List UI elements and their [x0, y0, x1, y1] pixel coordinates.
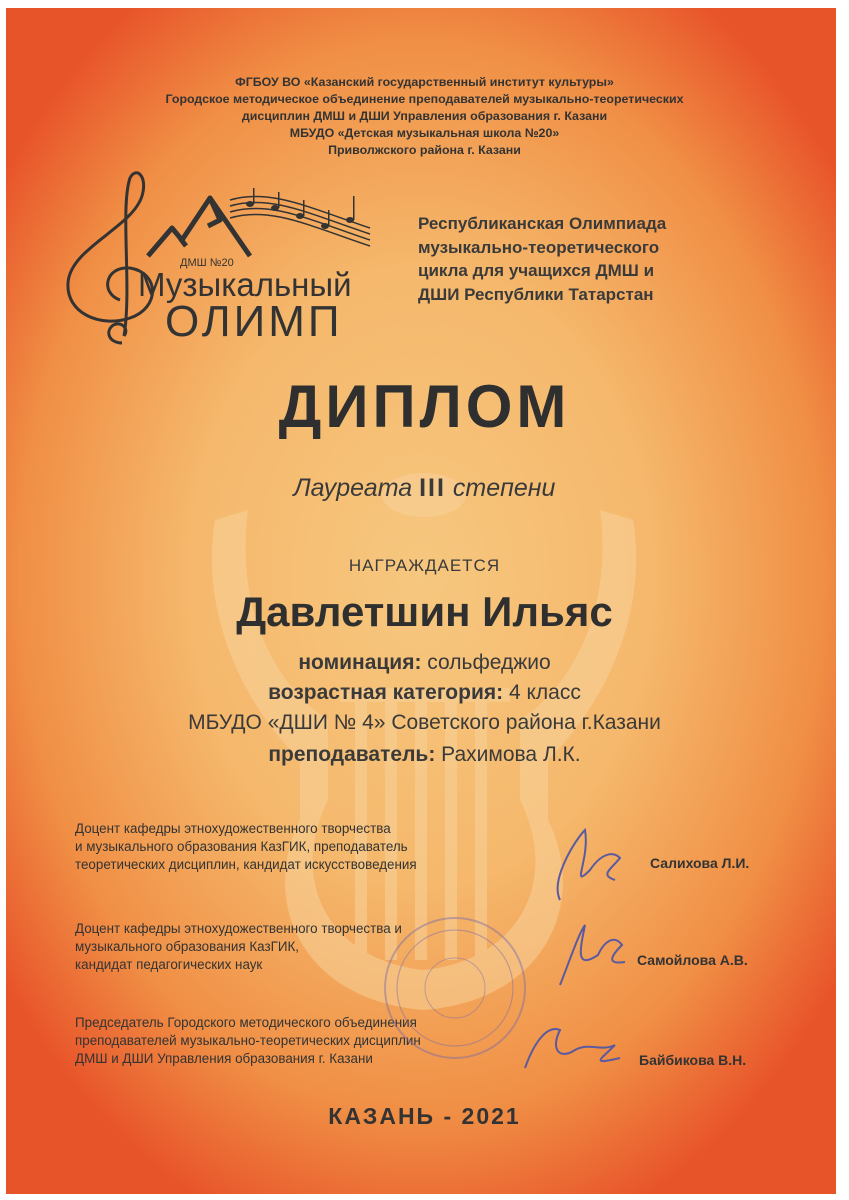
degree-roman: III: [419, 474, 446, 502]
nomination-label: номинация:: [298, 651, 422, 674]
signer-title-line: Доцент кафедры этнохудожественного творчества: [75, 821, 391, 836]
school-line: МБУДО «ДШИ № 4» Советского района г.Казани: [188, 711, 661, 734]
nomination-value: сольфеджио: [427, 651, 551, 674]
organizer-line: дисциплин ДМШ и ДШИ Управления образования г. Казани: [241, 109, 608, 123]
logo-line1: Музыкальный: [138, 266, 352, 303]
age-label: возрастная категория:: [268, 681, 504, 704]
signer-name: Самойлова А.В.: [637, 952, 748, 968]
signature-icon: [560, 925, 625, 985]
olympiad-line: музыкально-теоретического: [418, 237, 660, 257]
stamp-icon: [385, 918, 525, 1058]
teacher-value: Рахимова Л.К.: [441, 743, 581, 766]
signature-icon: [558, 830, 620, 900]
signer-name: Салихова Л.И.: [650, 855, 750, 871]
age-value: 4 класс: [508, 681, 581, 704]
teacher-label: преподаватель:: [268, 743, 436, 766]
olympiad-line: Республиканская Олимпиада: [418, 214, 667, 233]
organizer-line: МБУДО «Детская музыкальная школа №20»: [289, 126, 560, 140]
signer-title-line: ДМШ и ДШИ Управления образования г. Казани: [75, 1051, 373, 1066]
logo-school: ДМШ №20: [180, 257, 234, 269]
signature-icon: [525, 1029, 620, 1068]
awarded-label: НАГРАЖДАЕТСЯ: [348, 556, 501, 575]
degree-prefix: Лауреата: [293, 474, 413, 502]
diploma-title: ДИПЛОМ: [278, 373, 571, 440]
logo-line2: ОЛИМП: [165, 297, 343, 346]
signer-title-line: теоретических дисциплин, кандидат искусствоведения: [75, 857, 417, 872]
organizer-line: ФГБОУ ВО «Казанский государственный институт культуры»: [235, 75, 614, 89]
olympiad-line: ДШИ Республики Татарстан: [418, 284, 654, 304]
olympiad-line: цикла для учащихся ДМШ и: [418, 261, 655, 280]
organizer-line: Приволжского района г. Казани: [328, 143, 521, 157]
signer-title-line: музыкального образования КазГИК,: [75, 939, 299, 954]
signer-title-line: и музыкального образования КазГИК, преподаватель: [75, 839, 408, 854]
signer-name: Байбикова В.Н.: [639, 1052, 747, 1068]
recipient-name: Давлетшин Ильяс: [236, 588, 613, 635]
signer-title-line: преподавателей музыкально-теоретических дисциплин: [75, 1033, 421, 1048]
footer-city-year: КАЗАНЬ - 2021: [328, 1103, 521, 1129]
signer-title-line: Председатель Городского методического объединения: [75, 1015, 417, 1030]
organizer-line: Городское методическое объединение преподавателей музыкально-теоретических: [165, 92, 684, 106]
signer-title-line: Доцент кафедры этнохудожественного творчества и: [75, 921, 402, 936]
degree-suffix: степени: [452, 474, 556, 502]
signer-title-line: кандидат педагогических наук: [75, 957, 263, 972]
